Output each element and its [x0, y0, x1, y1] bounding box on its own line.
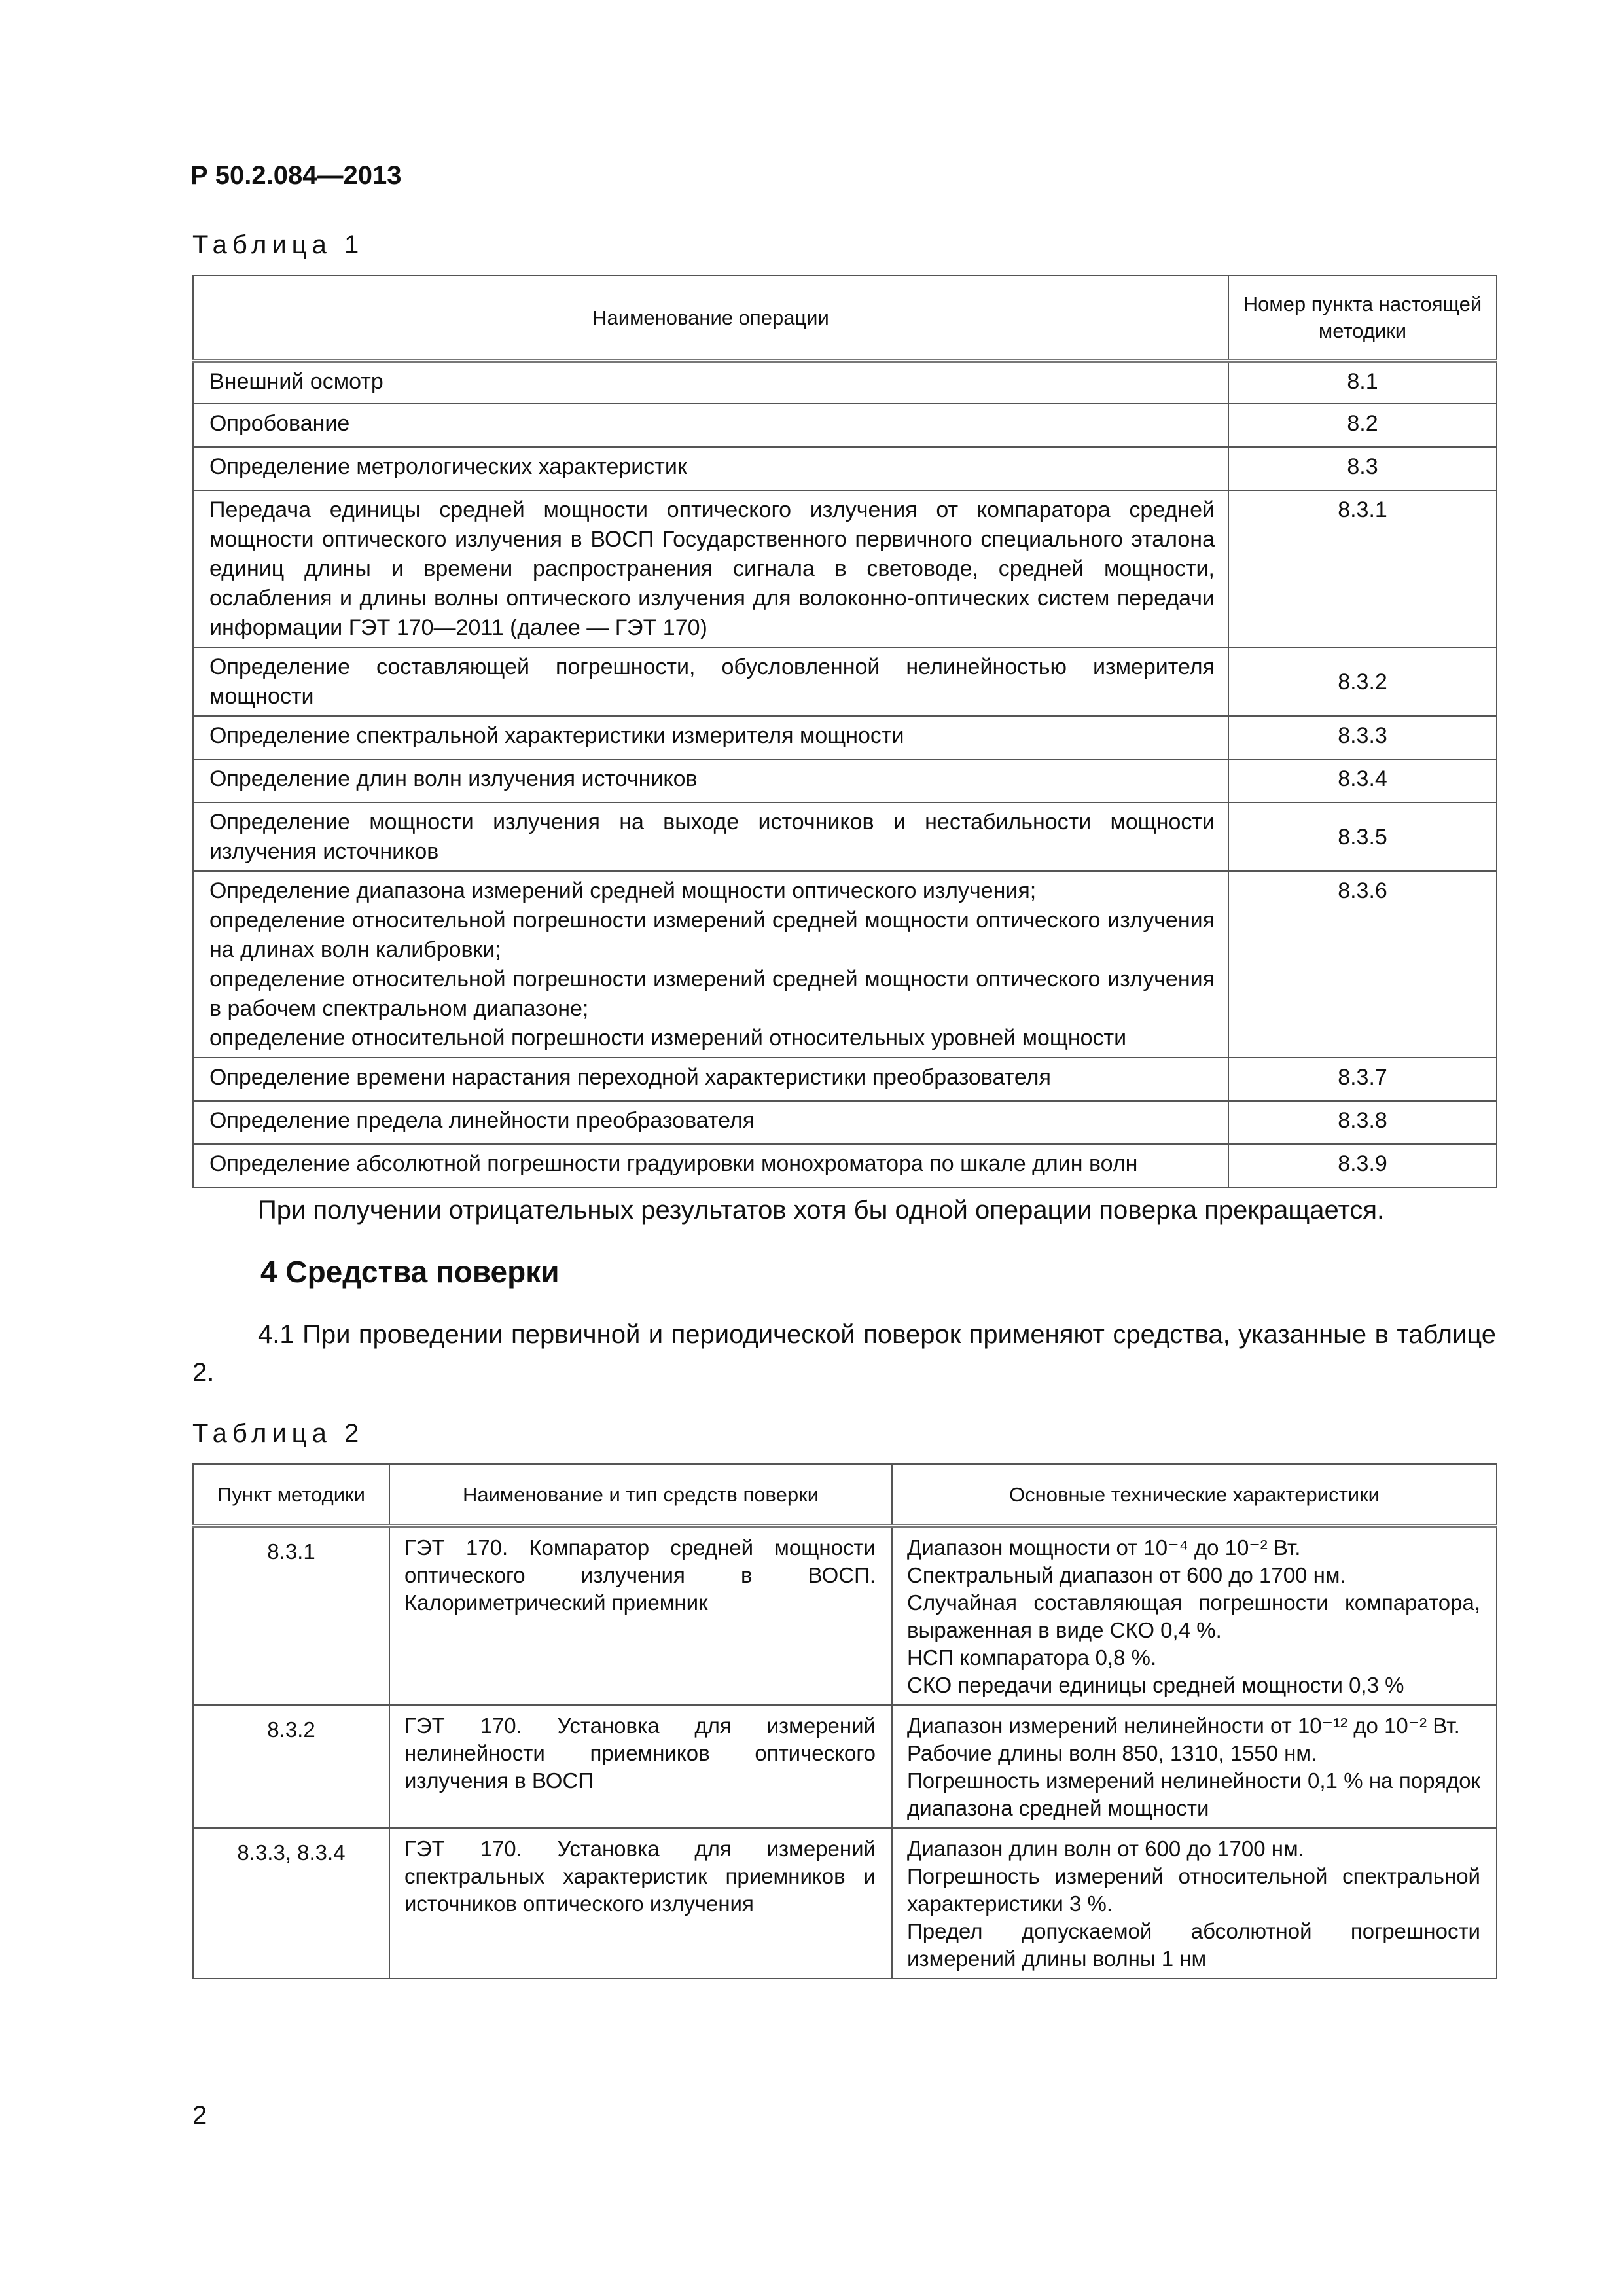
clause-cell: 8.3.4 [1228, 759, 1497, 802]
note-after-table1: При получении отрицательных результатов хотя бы одной операции поверка прекращается. [258, 1196, 1385, 1225]
table-row [193, 871, 1497, 1058]
clause-cell: 8.3.2 [1228, 647, 1497, 716]
clause-cell: 8.3.7 [1228, 1058, 1497, 1101]
means-name-cell: ГЭТ 170. Установка для измерений спектральных характеристик приемников и источников оптического излучения [389, 1828, 892, 1979]
operation-cell: Внешний осмотр [193, 361, 1228, 404]
specs-cell [892, 1705, 1497, 1828]
specs-cell [892, 1526, 1497, 1705]
table2-header-specs: Основные технические характеристики [892, 1464, 1497, 1526]
table2-header-name: Наименование и тип средств поверки [389, 1464, 892, 1526]
table1-header-operation: Наименование операции [193, 276, 1228, 361]
operation-line: Определение диапазона измерений средней мощности оптического излучения; [209, 878, 1037, 903]
spec-line: СКО передачи единицы средней мощности 0,3 % [907, 1673, 1404, 1697]
spec-line: НСП компаратора 0,8 %. [907, 1645, 1157, 1670]
table-row [193, 1144, 1497, 1187]
table-row [193, 647, 1497, 716]
spec-line: Предел допускаемой абсолютной погрешности измерений длины волны 1 нм [907, 1919, 1480, 1971]
operation-cell: Определение спектральной характеристики измерителя мощности [193, 716, 1228, 759]
operation-cell: Определение времени нарастания переходной характеристики преобразователя [193, 1058, 1228, 1101]
operation-cell: Определение предела линейности преобразователя [193, 1101, 1228, 1144]
section-title: 4 Средства поверки [260, 1255, 560, 1289]
spec-line: Рабочие длины волн 850, 1310, 1550 нм. [907, 1741, 1317, 1765]
operation-line: определение относительной погрешности измерений средней мощности оптического излучения на длинах волн калибровки; [209, 908, 1215, 962]
clause-cell: 8.3.3, 8.3.4 [193, 1828, 389, 1979]
clause-cell: 8.3.8 [1228, 1101, 1497, 1144]
operation-cell: Передача единицы средней мощности оптического излучения от компаратора средней мощности оптического излучения в ВОСП Государственного первичного специального эталона единиц длины и времени распространения сигнала в световоде, средней мощности, ослабления и длины волны оптического излучения для волоконно-оптических систем передачи информации ГЭТ 170—2011 (далее — ГЭТ 170) [193, 490, 1228, 647]
spec-line: Погрешность измерений нелинейности 0,1 % на порядок диапазона средней мощности [907, 1768, 1480, 1820]
paragraph-4-1: 4.1 При проведении первичной и периодической поверок применяют средства, указанные в таблице 2. [192, 1320, 1496, 1387]
table-row [193, 361, 1497, 404]
spec-line: Спектральный диапазон от 600 до 1700 нм. [907, 1563, 1346, 1587]
spec-line: Погрешность измерений относительной спектральной характеристики 3 %. [907, 1864, 1480, 1916]
table2-header-clause: Пункт методики [193, 1464, 389, 1526]
table-row [193, 1058, 1497, 1101]
table-row [193, 490, 1497, 647]
table1-caption: Таблица 1 [192, 230, 365, 259]
spec-line: Диапазон измерений нелинейности от 10⁻¹² до 10⁻² Вт. [907, 1713, 1460, 1738]
clause-cell: 8.3.3 [1228, 716, 1497, 759]
table-row [193, 759, 1497, 802]
operation-cell: Опробование [193, 404, 1228, 447]
means-name-cell: ГЭТ 170. Компаратор средней мощности оптического излучения в ВОСП. Калориметрический приемник [389, 1526, 892, 1705]
clause-cell: 8.3.2 [193, 1705, 389, 1828]
table-1 [192, 275, 1497, 1188]
clause-cell: 8.3.5 [1228, 802, 1497, 871]
operation-cell: Определение мощности излучения на выходе источников и нестабильности мощности излучения источников [193, 802, 1228, 871]
clause-cell: 8.3.6 [1228, 871, 1497, 1058]
clause-cell: 8.2 [1228, 404, 1497, 447]
table-row [193, 447, 1497, 490]
means-name-cell: ГЭТ 170. Установка для измерений нелинейности приемников оптического излучения в ВОСП [389, 1705, 892, 1828]
spec-line: Диапазон мощности от 10⁻⁴ до 10⁻² Вт. [907, 1535, 1301, 1560]
specs-cell [892, 1828, 1497, 1979]
clause-cell: 8.3.9 [1228, 1144, 1497, 1187]
table-row [193, 1101, 1497, 1144]
operation-line: определение относительной погрешности измерений средней мощности оптического излучения в рабочем спектральном диапазоне; [209, 967, 1215, 1021]
operation-cell: Определение метрологических характеристик [193, 447, 1228, 490]
document-number: Р 50.2.084—2013 [190, 161, 402, 190]
table-row [193, 1526, 1497, 1705]
table-row [193, 1828, 1497, 1979]
table-row [193, 404, 1497, 447]
page-number: 2 [192, 2101, 207, 2130]
table-2 [192, 1463, 1497, 1979]
operation-cell: Определение абсолютной погрешности градуировки монохроматора по шкале длин волн [193, 1144, 1228, 1187]
table-row [193, 716, 1497, 759]
operation-cell: Определение составляющей погрешности, обусловленной нелинейностью измерителя мощности [193, 647, 1228, 716]
clause-cell: 8.3 [1228, 447, 1497, 490]
table-row [193, 802, 1497, 871]
operation-cell: Определение длин волн излучения источников [193, 759, 1228, 802]
operation-cell [193, 871, 1228, 1058]
clause-cell: 8.3.1 [1228, 490, 1497, 647]
table-row [193, 1705, 1497, 1828]
clause-cell: 8.3.1 [193, 1526, 389, 1705]
clause-cell: 8.1 [1228, 361, 1497, 404]
operation-line: определение относительной погрешности измерений относительных уровней мощности [209, 1026, 1127, 1050]
spec-line: Случайная составляющая погрешности компаратора, выраженная в виде СКО 0,4 %. [907, 1590, 1480, 1642]
spec-line: Диапазон длин волн от 600 до 1700 нм. [907, 1837, 1304, 1861]
table1-header-clause: Номер пункта настоящей методики [1228, 276, 1497, 361]
table2-caption: Таблица 2 [192, 1419, 365, 1448]
